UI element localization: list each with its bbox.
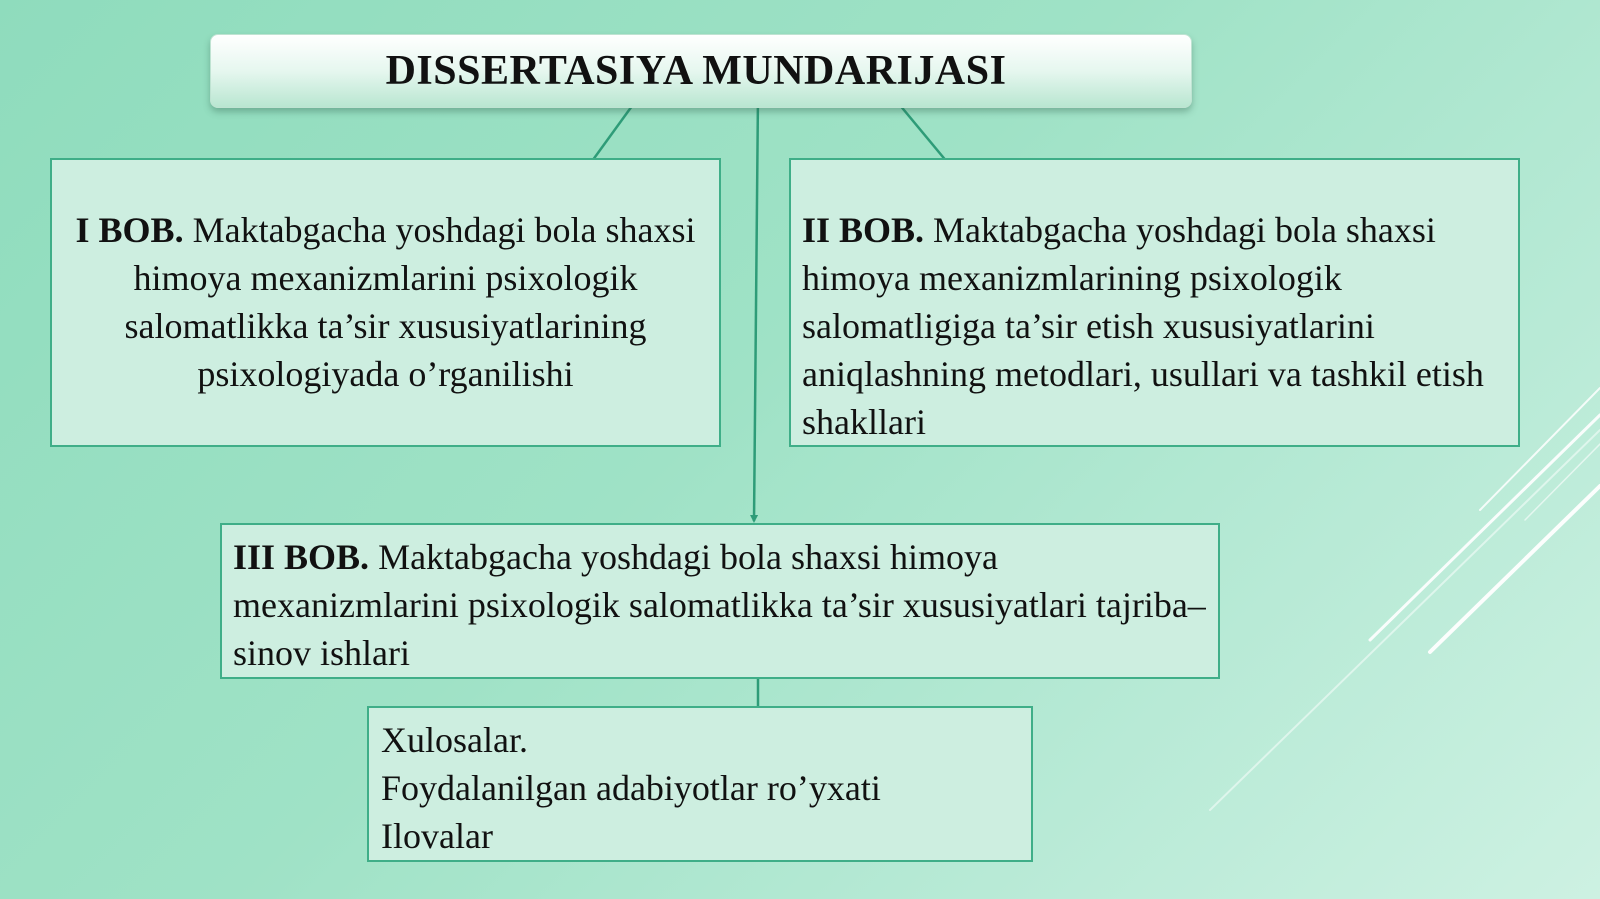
- appendices-line: Ilovalar: [381, 816, 493, 856]
- chapter-1-label: I BOB.: [75, 210, 184, 250]
- chapter-2-box: [789, 158, 1520, 447]
- arrow-to-chapter-3: [754, 94, 758, 521]
- title-banner: [210, 34, 1192, 108]
- chapter-3-text: Maktabgacha yoshdagi bola shaxsi himoya mexanizmlarini psixologik salomatlikka ta’sir xususiyatlari tajriba–sinov ishlari: [233, 537, 1206, 673]
- chapter-1-box: [50, 158, 721, 447]
- chapter-2-label: II BOB.: [802, 210, 925, 250]
- chapter-2-text: Maktabgacha yoshdagi bola shaxsi himoya mexanizmlarining psixologik salomatligiga ta’sir etish xususiyatlarini aniqlashning metodlari, usullari va tashkil etish shakllari: [802, 210, 1484, 442]
- references-line: Foydalanilgan adabiyotlar ro’yxati: [381, 768, 881, 808]
- chapter-3-label: III BOB.: [233, 537, 370, 577]
- conclusion-box: [367, 706, 1033, 862]
- conclusion-line: Xulosalar.: [381, 720, 528, 760]
- chapter-1-text: Maktabgacha yoshdagi bola shaxsi himoya mexanizmlarini psixologik salomatlikka ta’sir xususiyatlarining psixologiyada o’rganilishi: [124, 210, 696, 394]
- chapter-3-box: [220, 523, 1220, 679]
- page-title: DISSERTASIYA MUNDARIJASI: [385, 48, 1007, 94]
